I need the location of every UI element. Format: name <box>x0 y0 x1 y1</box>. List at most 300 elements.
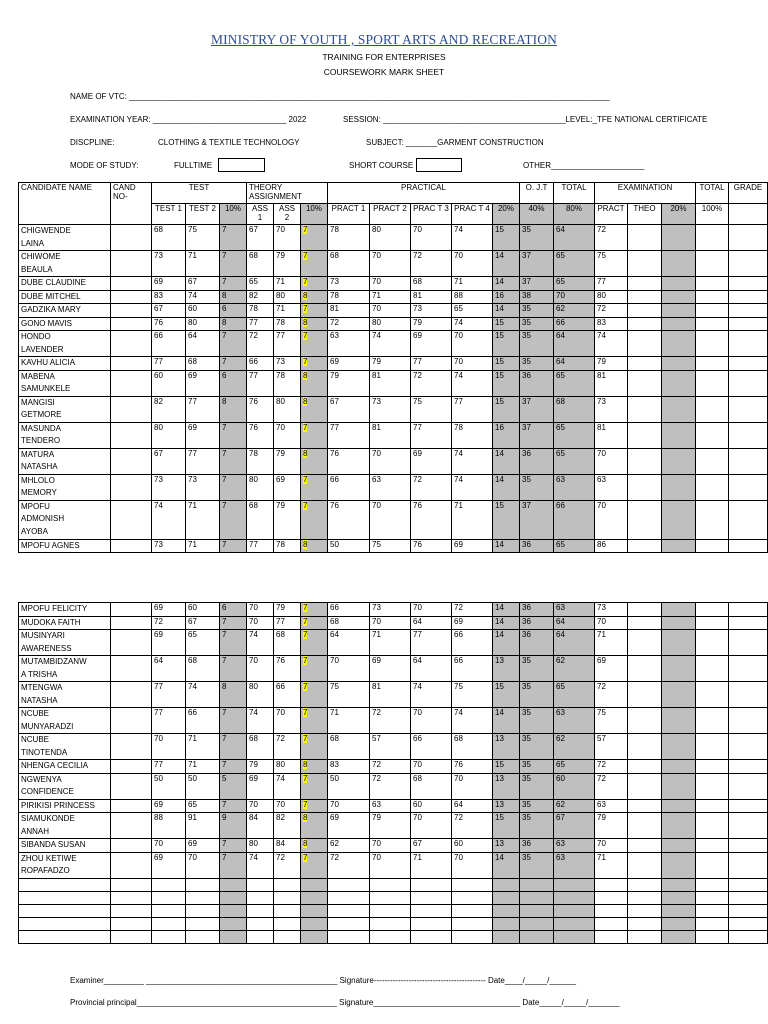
cand-no-cell <box>111 603 152 617</box>
candidate-name-cell: MABENA SAMUNKELE <box>19 370 111 396</box>
empty-cell <box>111 904 152 917</box>
score-cell: 64 <box>328 630 370 656</box>
highlighted-score: 7 <box>303 500 308 510</box>
table-row <box>19 251 768 277</box>
score-cell: 69 <box>152 603 186 617</box>
empty-cell <box>662 734 696 760</box>
empty-cell <box>662 603 696 617</box>
empty-cell <box>729 852 768 878</box>
score-cell: 68 <box>328 616 370 630</box>
score-cell: 79 <box>274 448 301 474</box>
candidate-name-cell: GADZIKA MARY <box>19 304 111 318</box>
score-cell: 69 <box>452 539 493 553</box>
score-cell: 79 <box>274 500 301 539</box>
score-cell: 81 <box>370 422 411 448</box>
score-cell: 8 <box>220 290 247 304</box>
score-cell: 15 <box>493 317 520 331</box>
table-row <box>19 277 768 291</box>
score-cell: 62 <box>554 734 595 760</box>
score-cell: 77 <box>595 277 628 291</box>
empty-row <box>19 891 768 904</box>
fulltime-label: FULLTIME <box>174 161 213 170</box>
empty-cell <box>628 500 662 539</box>
score-cell: 74 <box>595 331 628 357</box>
score-cell: 77 <box>152 682 186 708</box>
cand-no-cell <box>111 616 152 630</box>
empty-cell <box>186 891 220 904</box>
empty-cell <box>220 917 247 930</box>
table-row <box>19 682 768 708</box>
empty-cell <box>662 616 696 630</box>
score-cell: 14 <box>493 539 520 553</box>
score-cell: 62 <box>554 799 595 813</box>
empty-cell <box>729 500 768 539</box>
score-cell: 84 <box>247 813 274 839</box>
empty-cell <box>328 917 370 930</box>
score-cell: 82 <box>274 813 301 839</box>
score-cell: 7 <box>220 839 247 853</box>
col-ojt: O. J.T <box>520 183 554 204</box>
empty-cell <box>595 930 628 943</box>
score-cell: 80 <box>595 290 628 304</box>
score-cell: 37 <box>520 251 554 277</box>
candidate-name-cell: MUDOKA FAITH <box>19 616 111 630</box>
score-cell: 77 <box>186 396 220 422</box>
score-cell: 73 <box>274 357 301 371</box>
score-cell: 77 <box>274 331 301 357</box>
score-cell: 7 <box>220 656 247 682</box>
score-cell: 67 <box>554 813 595 839</box>
empty-cell <box>729 839 768 853</box>
empty-cell <box>662 773 696 799</box>
mark-table-page2 <box>18 602 768 944</box>
score-cell: 35 <box>520 331 554 357</box>
score-cell: 71 <box>595 630 628 656</box>
empty-cell <box>628 603 662 617</box>
score-cell: 76 <box>247 422 274 448</box>
empty-cell <box>696 370 729 396</box>
score-cell: 13 <box>493 773 520 799</box>
highlighted-score: 7 <box>303 616 308 626</box>
empty-cell <box>729 656 768 682</box>
score-cell: 68 <box>554 396 595 422</box>
score-cell: 15 <box>493 357 520 371</box>
empty-cell <box>662 930 696 943</box>
empty-cell <box>152 917 186 930</box>
score-cell: 15 <box>493 370 520 396</box>
score-cell: 14 <box>493 277 520 291</box>
empty-cell <box>662 317 696 331</box>
empty-cell <box>220 891 247 904</box>
highlighted-score: 7 <box>303 799 308 809</box>
score-cell: 77 <box>411 422 452 448</box>
score-cell: 60 <box>452 839 493 853</box>
cand-no-cell <box>111 370 152 396</box>
empty-cell <box>274 891 301 904</box>
cand-no-cell <box>111 539 152 553</box>
score-cell: 70 <box>247 656 274 682</box>
score-cell: 7 <box>220 734 247 760</box>
table-row <box>19 290 768 304</box>
score-cell: 70 <box>595 839 628 853</box>
score-cell <box>301 799 328 813</box>
score-cell: 15 <box>493 813 520 839</box>
score-cell: 72 <box>452 603 493 617</box>
score-cell <box>301 370 328 396</box>
score-cell: 71 <box>186 760 220 774</box>
cand-no-cell <box>111 277 152 291</box>
col-pract2: PRACT 2 <box>370 204 411 225</box>
score-cell: 71 <box>411 852 452 878</box>
highlighted-score: 7 <box>303 251 308 260</box>
score-cell: 66 <box>328 603 370 617</box>
score-cell: 80 <box>247 682 274 708</box>
score-cell: 7 <box>220 616 247 630</box>
score-cell: 64 <box>554 630 595 656</box>
score-cell <box>301 682 328 708</box>
score-cell: 13 <box>493 839 520 853</box>
subject-line: SUBJECT: _______GARMENT CONSTRUCTION <box>366 138 544 147</box>
score-cell: 81 <box>328 304 370 318</box>
score-cell: 81 <box>411 290 452 304</box>
empty-cell <box>628 474 662 500</box>
candidate-name-cell: MATURA NATASHA <box>19 448 111 474</box>
score-cell: 8 <box>220 682 247 708</box>
score-cell: 60 <box>186 304 220 318</box>
empty-cell <box>220 930 247 943</box>
cand-no-cell <box>111 682 152 708</box>
empty-cell <box>554 930 595 943</box>
table-row <box>19 852 768 878</box>
score-cell: 74 <box>452 448 493 474</box>
score-cell: 71 <box>274 304 301 318</box>
empty-cell <box>662 904 696 917</box>
table-row <box>19 839 768 853</box>
col-grade-blank <box>729 204 768 225</box>
empty-cell <box>628 331 662 357</box>
table-row <box>19 422 768 448</box>
score-cell: 66 <box>554 500 595 539</box>
score-cell <box>301 277 328 291</box>
score-cell: 35 <box>520 773 554 799</box>
highlighted-score: 8 <box>303 760 308 769</box>
cand-no-cell <box>111 251 152 277</box>
score-cell: 71 <box>370 290 411 304</box>
score-cell: 79 <box>328 370 370 396</box>
empty-cell <box>411 904 452 917</box>
score-cell: 62 <box>328 839 370 853</box>
score-cell: 82 <box>247 290 274 304</box>
score-cell: 81 <box>370 370 411 396</box>
empty-cell <box>595 878 628 891</box>
empty-cell <box>247 917 274 930</box>
score-cell: 69 <box>411 448 452 474</box>
empty-cell <box>111 891 152 904</box>
score-cell: 16 <box>493 422 520 448</box>
score-cell: 15 <box>493 760 520 774</box>
empty-cell <box>696 734 729 760</box>
empty-cell <box>274 917 301 930</box>
table-row <box>19 331 768 357</box>
cand-no-cell <box>111 852 152 878</box>
score-cell: 63 <box>328 331 370 357</box>
score-cell: 65 <box>554 422 595 448</box>
score-cell: 73 <box>370 603 411 617</box>
empty-cell <box>370 904 411 917</box>
score-cell: 37 <box>520 277 554 291</box>
empty-cell <box>696 539 729 553</box>
score-cell: 72 <box>411 474 452 500</box>
score-cell: 68 <box>411 277 452 291</box>
fulltime-checkbox[interactable] <box>218 158 265 172</box>
score-cell <box>301 708 328 734</box>
score-cell: 6 <box>220 603 247 617</box>
empty-cell <box>595 891 628 904</box>
empty-cell <box>662 474 696 500</box>
empty-cell <box>220 904 247 917</box>
highlighted-score: 7 <box>303 773 308 783</box>
score-cell: 71 <box>186 500 220 539</box>
empty-cell <box>696 682 729 708</box>
score-cell: 91 <box>186 813 220 839</box>
candidate-name-cell: NHENGA CECILIA <box>19 760 111 774</box>
score-cell: 74 <box>411 682 452 708</box>
score-cell: 72 <box>274 852 301 878</box>
col-test2: TEST 2 <box>186 204 220 225</box>
empty-cell <box>696 304 729 318</box>
score-cell: 79 <box>370 357 411 371</box>
score-cell: 63 <box>554 852 595 878</box>
score-cell: 75 <box>328 682 370 708</box>
table-row <box>19 500 768 539</box>
score-cell: 74 <box>247 708 274 734</box>
col-total-final: TOTAL <box>696 183 729 204</box>
score-cell: 64 <box>554 616 595 630</box>
score-cell: 7 <box>220 539 247 553</box>
col-pract1: PRACT 1 <box>328 204 370 225</box>
score-cell: 70 <box>595 616 628 630</box>
score-cell: 71 <box>452 277 493 291</box>
empty-cell <box>729 448 768 474</box>
highlighted-score: 8 <box>303 370 308 380</box>
table-row <box>19 539 768 553</box>
highlighted-score: 8 <box>303 317 308 327</box>
score-cell: 35 <box>520 304 554 318</box>
score-cell: 79 <box>274 251 301 277</box>
table-row <box>19 603 768 617</box>
candidate-name-cell: SIBANDA SUSAN <box>19 839 111 853</box>
score-cell: 69 <box>452 616 493 630</box>
score-cell: 69 <box>152 852 186 878</box>
score-cell: 65 <box>554 539 595 553</box>
score-cell: 64 <box>186 331 220 357</box>
score-cell: 16 <box>493 290 520 304</box>
score-cell: 83 <box>328 760 370 774</box>
empty-cell <box>662 799 696 813</box>
empty-cell <box>729 317 768 331</box>
score-cell: 67 <box>411 839 452 853</box>
score-cell: 72 <box>411 251 452 277</box>
empty-row <box>19 930 768 943</box>
score-cell: 82 <box>152 396 186 422</box>
empty-cell <box>520 878 554 891</box>
score-cell: 64 <box>554 357 595 371</box>
score-cell: 66 <box>452 630 493 656</box>
empty-cell <box>729 813 768 839</box>
empty-cell <box>729 734 768 760</box>
empty-cell <box>247 904 274 917</box>
empty-cell <box>328 930 370 943</box>
score-cell: 74 <box>247 630 274 656</box>
cand-no-cell <box>111 448 152 474</box>
score-cell: 70 <box>411 603 452 617</box>
score-cell: 7 <box>220 630 247 656</box>
score-cell: 74 <box>452 317 493 331</box>
score-cell <box>301 539 328 553</box>
empty-cell <box>696 917 729 930</box>
score-cell: 64 <box>411 656 452 682</box>
candidate-name-cell: PIRIKISI PRINCESS <box>19 799 111 813</box>
empty-cell <box>729 603 768 617</box>
score-cell: 64 <box>554 225 595 251</box>
score-cell: 73 <box>152 251 186 277</box>
score-cell: 74 <box>186 682 220 708</box>
empty-cell <box>628 422 662 448</box>
score-cell <box>301 448 328 474</box>
empty-cell <box>247 878 274 891</box>
score-cell: 72 <box>595 760 628 774</box>
table-row <box>19 760 768 774</box>
score-cell: 35 <box>520 708 554 734</box>
score-cell: 36 <box>520 616 554 630</box>
empty-cell <box>729 630 768 656</box>
candidate-name-cell: MPOFU ADMONISH AYOBA <box>19 500 111 539</box>
table-row <box>19 813 768 839</box>
score-cell: 66 <box>274 682 301 708</box>
highlighted-score: 7 <box>303 474 308 484</box>
empty-row <box>19 878 768 891</box>
score-cell: 70 <box>274 225 301 251</box>
score-cell: 7 <box>220 251 247 277</box>
empty-cell <box>662 539 696 553</box>
score-cell: 37 <box>520 422 554 448</box>
empty-cell <box>729 891 768 904</box>
empty-cell <box>274 904 301 917</box>
highlighted-score: 7 <box>303 277 308 286</box>
score-cell: 67 <box>247 225 274 251</box>
score-cell: 13 <box>493 734 520 760</box>
empty-cell <box>301 917 328 930</box>
score-cell: 80 <box>274 290 301 304</box>
vtc-name-line: NAME OF VTC: ____________________________________________________________________________________________________________ <box>70 92 610 101</box>
score-cell: 69 <box>247 773 274 799</box>
score-cell: 75 <box>411 396 452 422</box>
score-cell: 86 <box>595 539 628 553</box>
empty-cell <box>662 917 696 930</box>
score-cell: 14 <box>493 852 520 878</box>
score-cell: 75 <box>595 708 628 734</box>
cand-no-cell <box>111 630 152 656</box>
empty-cell <box>628 225 662 251</box>
empty-cell <box>729 370 768 396</box>
col-test-pct: 10% <box>220 204 247 225</box>
score-cell <box>301 813 328 839</box>
score-cell: 70 <box>595 500 628 539</box>
score-cell: 14 <box>493 448 520 474</box>
empty-cell <box>628 616 662 630</box>
score-cell: 35 <box>520 225 554 251</box>
highlighted-score: 7 <box>303 630 308 639</box>
empty-cell <box>452 904 493 917</box>
score-cell: 78 <box>328 290 370 304</box>
empty-cell <box>628 904 662 917</box>
empty-cell <box>729 290 768 304</box>
cand-no-cell <box>111 290 152 304</box>
col-grade: GRADE <box>729 183 768 204</box>
score-cell: 35 <box>520 317 554 331</box>
col-practical: PRACTICAL <box>328 183 520 204</box>
score-cell <box>301 317 328 331</box>
score-cell: 73 <box>152 474 186 500</box>
score-cell: 35 <box>520 474 554 500</box>
score-cell <box>301 603 328 617</box>
score-cell <box>301 331 328 357</box>
highlighted-score: 7 <box>303 357 308 366</box>
empty-cell <box>729 474 768 500</box>
score-cell: 70 <box>328 799 370 813</box>
score-cell: 66 <box>186 708 220 734</box>
subtitle-mark-sheet: COURSEWORK MARK SHEET <box>323 67 445 77</box>
score-cell: 65 <box>247 277 274 291</box>
empty-cell <box>520 904 554 917</box>
empty-cell <box>328 891 370 904</box>
empty-cell <box>19 904 111 917</box>
empty-cell <box>628 370 662 396</box>
score-cell: 63 <box>595 474 628 500</box>
cand-no-cell <box>111 317 152 331</box>
score-cell: 80 <box>370 225 411 251</box>
score-cell: 65 <box>452 304 493 318</box>
empty-cell <box>696 331 729 357</box>
empty-cell <box>328 878 370 891</box>
score-cell: 72 <box>595 773 628 799</box>
score-cell: 75 <box>370 539 411 553</box>
score-cell <box>301 500 328 539</box>
score-cell: 7 <box>220 277 247 291</box>
candidate-name-cell: DUBE CLAUDINE <box>19 277 111 291</box>
empty-cell <box>729 539 768 553</box>
score-cell: 72 <box>370 760 411 774</box>
candidate-name-cell: MUTAMBIDZANW A TRISHA <box>19 656 111 682</box>
empty-cell <box>628 539 662 553</box>
score-cell: 70 <box>411 760 452 774</box>
short-course-checkbox[interactable] <box>416 158 462 172</box>
empty-cell <box>696 251 729 277</box>
score-cell <box>301 474 328 500</box>
highlighted-score: 8 <box>303 839 308 848</box>
score-cell: 76 <box>274 656 301 682</box>
score-cell: 60 <box>554 773 595 799</box>
score-cell: 70 <box>370 616 411 630</box>
score-cell: 69 <box>328 357 370 371</box>
score-cell: 70 <box>554 290 595 304</box>
score-cell: 77 <box>152 357 186 371</box>
score-cell: 7 <box>220 357 247 371</box>
score-cell: 68 <box>328 734 370 760</box>
score-cell: 68 <box>152 225 186 251</box>
score-cell: 78 <box>328 225 370 251</box>
score-cell: 70 <box>370 852 411 878</box>
